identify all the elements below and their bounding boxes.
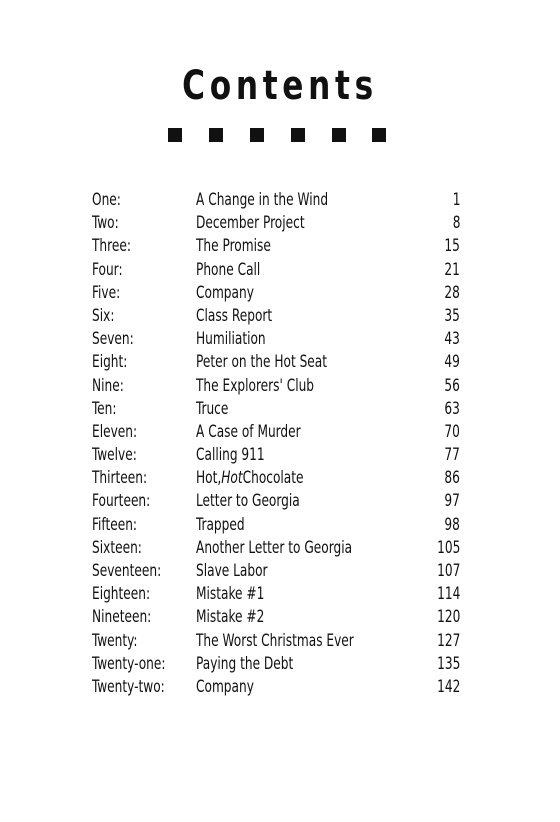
chapter-number: Twenty-two: xyxy=(92,676,165,696)
page-number: 49 xyxy=(444,352,460,372)
page-number: 1 xyxy=(452,190,460,209)
chapter-title-italic: Hot xyxy=(221,468,243,488)
page-number: 15 xyxy=(444,236,460,256)
chapter-title: Slave Labor xyxy=(196,561,268,580)
chapter-title: Peter on the Hot Seat xyxy=(196,352,328,372)
toc-entry xyxy=(92,188,460,211)
divider-square xyxy=(209,128,223,142)
chapter-title: Mistake #1 xyxy=(196,584,265,604)
toc-entry xyxy=(92,675,460,698)
chapter-number: Four: xyxy=(92,259,123,279)
chapter-number: Six: xyxy=(92,305,115,325)
page-number: 98 xyxy=(444,514,460,534)
page-title: Contents xyxy=(182,63,378,109)
page-number: 70 xyxy=(444,421,460,441)
toc-entry xyxy=(92,234,460,257)
divider-square xyxy=(168,128,182,142)
chapter-number: Nine: xyxy=(92,375,124,395)
toc-entry xyxy=(92,605,460,628)
divider-square xyxy=(372,128,386,142)
chapter-number: Twenty-one: xyxy=(92,653,166,673)
chapter-title-part: Chocolate xyxy=(242,468,304,488)
toc-entry xyxy=(92,559,460,582)
chapter-number: Five: xyxy=(92,282,121,302)
table-of-contents xyxy=(92,188,460,698)
page-number: 120 xyxy=(436,607,460,627)
chapter-number: Eight: xyxy=(92,352,128,372)
chapter-number: Seven: xyxy=(92,329,134,349)
chapter-title: Company xyxy=(196,282,254,302)
page-number: 28 xyxy=(444,282,460,302)
chapter-number: Fourteen: xyxy=(92,491,151,511)
page-number: 135 xyxy=(436,653,460,673)
chapter-title: Calling 911 xyxy=(196,445,265,465)
toc-entry xyxy=(92,327,460,350)
page-number: 107 xyxy=(436,561,460,580)
chapter-number: One: xyxy=(92,190,121,209)
chapter-title: Humiliation xyxy=(196,329,266,349)
page-number: 105 xyxy=(436,537,460,557)
toc-entry xyxy=(92,304,460,327)
page-number: 8 xyxy=(452,213,460,233)
chapter-number: Ten: xyxy=(92,398,117,418)
chapter-title: December Project xyxy=(196,213,305,233)
chapter-title: Trapped xyxy=(196,514,245,534)
chapter-title: The Promise xyxy=(196,236,271,256)
page-number: 127 xyxy=(436,630,460,650)
page-number: 97 xyxy=(444,491,460,511)
toc-entry xyxy=(92,350,460,373)
chapter-number: Nineteen: xyxy=(92,607,152,627)
divider-square xyxy=(332,128,346,142)
chapter-title xyxy=(196,466,304,489)
toc-entry xyxy=(92,211,460,234)
chapter-number: Fifteen: xyxy=(92,514,138,534)
page-number: 56 xyxy=(444,375,460,395)
page-number: 63 xyxy=(444,398,460,418)
toc-entry xyxy=(92,629,460,652)
page-number: 86 xyxy=(444,468,460,488)
chapter-title: Paying the Debt xyxy=(196,653,294,673)
chapter-number: Eleven: xyxy=(92,421,138,441)
chapter-number: Three: xyxy=(92,236,131,256)
chapter-title: The Explorers' Club xyxy=(196,375,315,395)
chapter-number: Twenty: xyxy=(92,630,138,650)
chapter-title: Class Report xyxy=(196,305,273,325)
page-number: 77 xyxy=(444,445,460,465)
chapter-title: Another Letter to Georgia xyxy=(196,537,353,557)
chapter-title: Truce xyxy=(196,398,229,418)
toc-entry xyxy=(92,652,460,675)
toc-entry xyxy=(92,258,460,281)
page-number: 114 xyxy=(436,584,460,604)
divider-square xyxy=(291,128,305,142)
page-number: 43 xyxy=(444,329,460,349)
chapter-title: The Worst Christmas Ever xyxy=(196,630,354,650)
page-number: 35 xyxy=(444,305,460,325)
chapter-number: Two: xyxy=(92,213,119,233)
page-number: 142 xyxy=(436,676,460,696)
chapter-title-part: Hot, xyxy=(196,468,222,488)
title-divider xyxy=(0,128,560,142)
chapter-number: Thirteen: xyxy=(92,468,148,488)
toc-entry xyxy=(92,466,460,489)
toc-entry xyxy=(92,443,460,466)
chapter-number: Twelve: xyxy=(92,445,137,465)
toc-entry xyxy=(92,513,460,536)
chapter-title: Company xyxy=(196,676,254,696)
chapter-title: A Case of Murder xyxy=(196,421,301,441)
chapter-number: Seventeen: xyxy=(92,561,162,580)
toc-entry xyxy=(92,536,460,559)
toc-entry xyxy=(92,420,460,443)
toc-entry xyxy=(92,489,460,512)
toc-entry xyxy=(92,397,460,420)
chapter-title: Phone Call xyxy=(196,259,261,279)
divider-square xyxy=(250,128,264,142)
chapter-number: Sixteen: xyxy=(92,537,142,557)
chapter-number: Eighteen: xyxy=(92,584,151,604)
chapter-title: A Change in the Wind xyxy=(196,190,329,209)
toc-entry xyxy=(92,582,460,605)
toc-entry xyxy=(92,281,460,304)
page-number: 21 xyxy=(444,259,460,279)
toc-entry xyxy=(92,374,460,397)
chapter-title: Mistake #2 xyxy=(196,607,265,627)
chapter-title: Letter to Georgia xyxy=(196,491,300,511)
